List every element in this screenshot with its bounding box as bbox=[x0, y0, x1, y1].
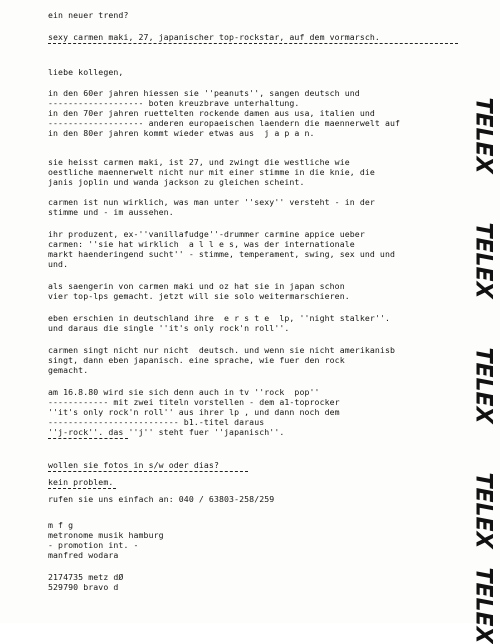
signature-line: metronome musik hamburg bbox=[48, 530, 164, 540]
paragraph-8-underline bbox=[48, 438, 128, 439]
subject-line: sexy carmen maki, 27, japanischer top-rockstar, auf dem vormarsch. bbox=[48, 32, 380, 42]
telex-stamp: TELEX bbox=[470, 347, 496, 424]
paragraph-1-line: ------------------- anderen europaeischen laendern die maennerwelt auf bbox=[48, 118, 401, 128]
paragraph-5-line: als saengerin von carmen maki und oz hat sie in japan schon bbox=[48, 281, 345, 291]
paragraph-7-line: carmen singt nicht nur nicht deutsch. und wenn sie nicht amerikanisb bbox=[48, 345, 396, 355]
paragraph-1-line: ------------------- boten kreuzbrave unterhaltung. bbox=[48, 98, 300, 108]
paragraph-7-line: singt, dann eben japanisch. eine sprache, wie fuer den rock bbox=[48, 355, 345, 365]
paragraph-7-line: gemacht. bbox=[48, 365, 89, 375]
paragraph-2-line: janis joplin und wanda jackson zu gleichen scheint. bbox=[48, 177, 305, 187]
paragraph-4-line: ihr produzent, ex-''vanillafudge''-drummer carmine appice ueber bbox=[48, 229, 365, 239]
paragraph-8-line: ''it's only rock'n roll'' aus ihrer lp , und dann noch dem bbox=[48, 407, 340, 417]
paragraph-2-line: oestliche maennerwelt nicht nur mit einer stimme in die knie, die bbox=[48, 167, 375, 177]
subject-underline bbox=[48, 43, 458, 44]
answer-underline bbox=[48, 488, 116, 489]
paragraph-6-line: eben erschien in deutschland ihre e r s t e lp, ''night stalker''. bbox=[48, 313, 390, 323]
paragraph-4-line: markt haenderingend sucht'' - stimme, temperament, swing, sex und und bbox=[48, 249, 396, 259]
paragraph-4-line: und. bbox=[48, 259, 69, 269]
telex-code: 2174735 metz dØ bbox=[48, 572, 124, 582]
fotos-answer: kein problem. bbox=[48, 477, 114, 487]
paragraph-8-line: -------------------------- b1.-titel daraus bbox=[48, 417, 265, 427]
telex-stamp: TELEX bbox=[470, 567, 496, 644]
paragraph-6-line: und daraus die single ''it's only rock'n roll''. bbox=[48, 323, 290, 333]
contact-phone: rufen sie uns einfach an: 040 / 63803-258/259 bbox=[48, 494, 275, 504]
signature-line: - promotion int. - bbox=[48, 540, 139, 550]
question-underline bbox=[48, 471, 248, 472]
signature-line: m f g bbox=[48, 520, 74, 530]
signature-line: manfred wodara bbox=[48, 550, 119, 560]
heading: ein neuer trend? bbox=[48, 10, 129, 20]
telex-stamp: TELEX bbox=[470, 222, 496, 299]
paragraph-2-line: sie heisst carmen maki, ist 27, und zwingt die westliche wie bbox=[48, 157, 350, 167]
paragraph-3-line: stimme und - im aussehen. bbox=[48, 207, 174, 217]
fotos-question: wollen sie fotos in s/w oder dias? bbox=[48, 460, 219, 470]
paragraph-8-line: ''j-rock''. das ''j'' steht fuer ''japanisch''. bbox=[48, 427, 285, 437]
paragraph-8-line: ------------ mit zwei titeln vorstellen - dem a1-toprocker bbox=[48, 397, 340, 407]
telex-stamp: TELEX bbox=[470, 97, 496, 174]
greeting: liebe kollegen, bbox=[48, 67, 124, 77]
paragraph-1-line: in den 80er jahren kommt wieder etwas aus j a p a n. bbox=[48, 128, 315, 138]
paragraph-8-line: am 16.8.80 wird sie sich denn auch in tv ''rock pop'' bbox=[48, 387, 320, 397]
paragraph-1-line: in den 60er jahren hiessen sie ''peanuts'', sangen deutsch und bbox=[48, 88, 360, 98]
paragraph-4-line: carmen: ''sie hat wirklich a l l e s, was der internationale bbox=[48, 239, 355, 249]
telex-code: 529790 bravo d bbox=[48, 582, 119, 592]
paragraph-3-line: carmen ist nun wirklich, was man unter ''sexy'' versteht - in der bbox=[48, 197, 375, 207]
paragraph-5-line: vier top-lps gemacht. jetzt will sie solo weitermarschieren. bbox=[48, 291, 350, 301]
telex-stamp: TELEX bbox=[470, 472, 496, 549]
paragraph-1-line: in den 70er jahren ruettelten rockende damen aus usa, italien und bbox=[48, 108, 375, 118]
